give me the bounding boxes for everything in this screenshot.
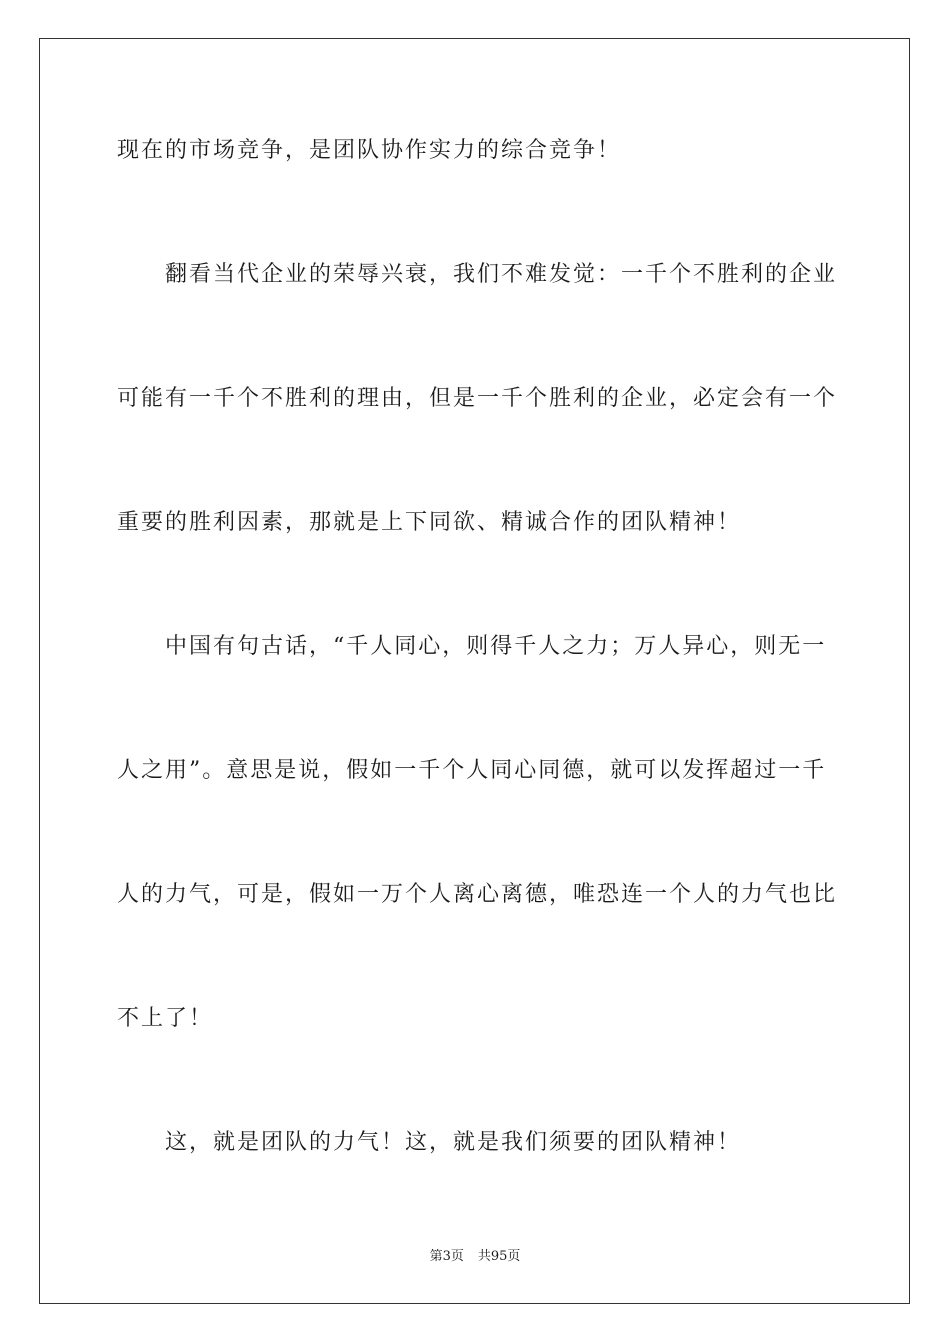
text-line-6: 人之用”。意思是说，假如一千个人同心同德，就可以发挥超过一千 <box>117 758 827 783</box>
text-line-4: 重要的胜利因素，那就是上下同欲、精诚合作的团队精神！ <box>117 510 742 535</box>
text-line-7: 人的力气，可是，假如一万个人离心离德，唯恐连一个人的力气也比 <box>117 882 838 907</box>
page-footer <box>0 1248 950 1266</box>
text-line-2: 翻看当代企业的荣辱兴衰，我们不难发觉：一千个不胜利的企业 <box>165 262 838 287</box>
text-line-9: 这，就是团队的力气！这，就是我们须要的团队精神！ <box>165 1130 742 1155</box>
total-pages: 共95页 <box>477 1249 521 1264</box>
page-border <box>39 38 910 1304</box>
text-line-8: 不上了！ <box>117 1006 214 1031</box>
page-number: 第3页 <box>429 1249 464 1264</box>
text-line-5: 中国有句古话，“千人同心，则得千人之力；万人异心，则无一 <box>165 634 827 659</box>
text-line-1: 现在的市场竞争，是团队协作实力的综合竞争！ <box>117 138 622 163</box>
text-line-3: 可能有一千个不胜利的理由，但是一千个胜利的企业，必定会有一个 <box>117 386 838 411</box>
